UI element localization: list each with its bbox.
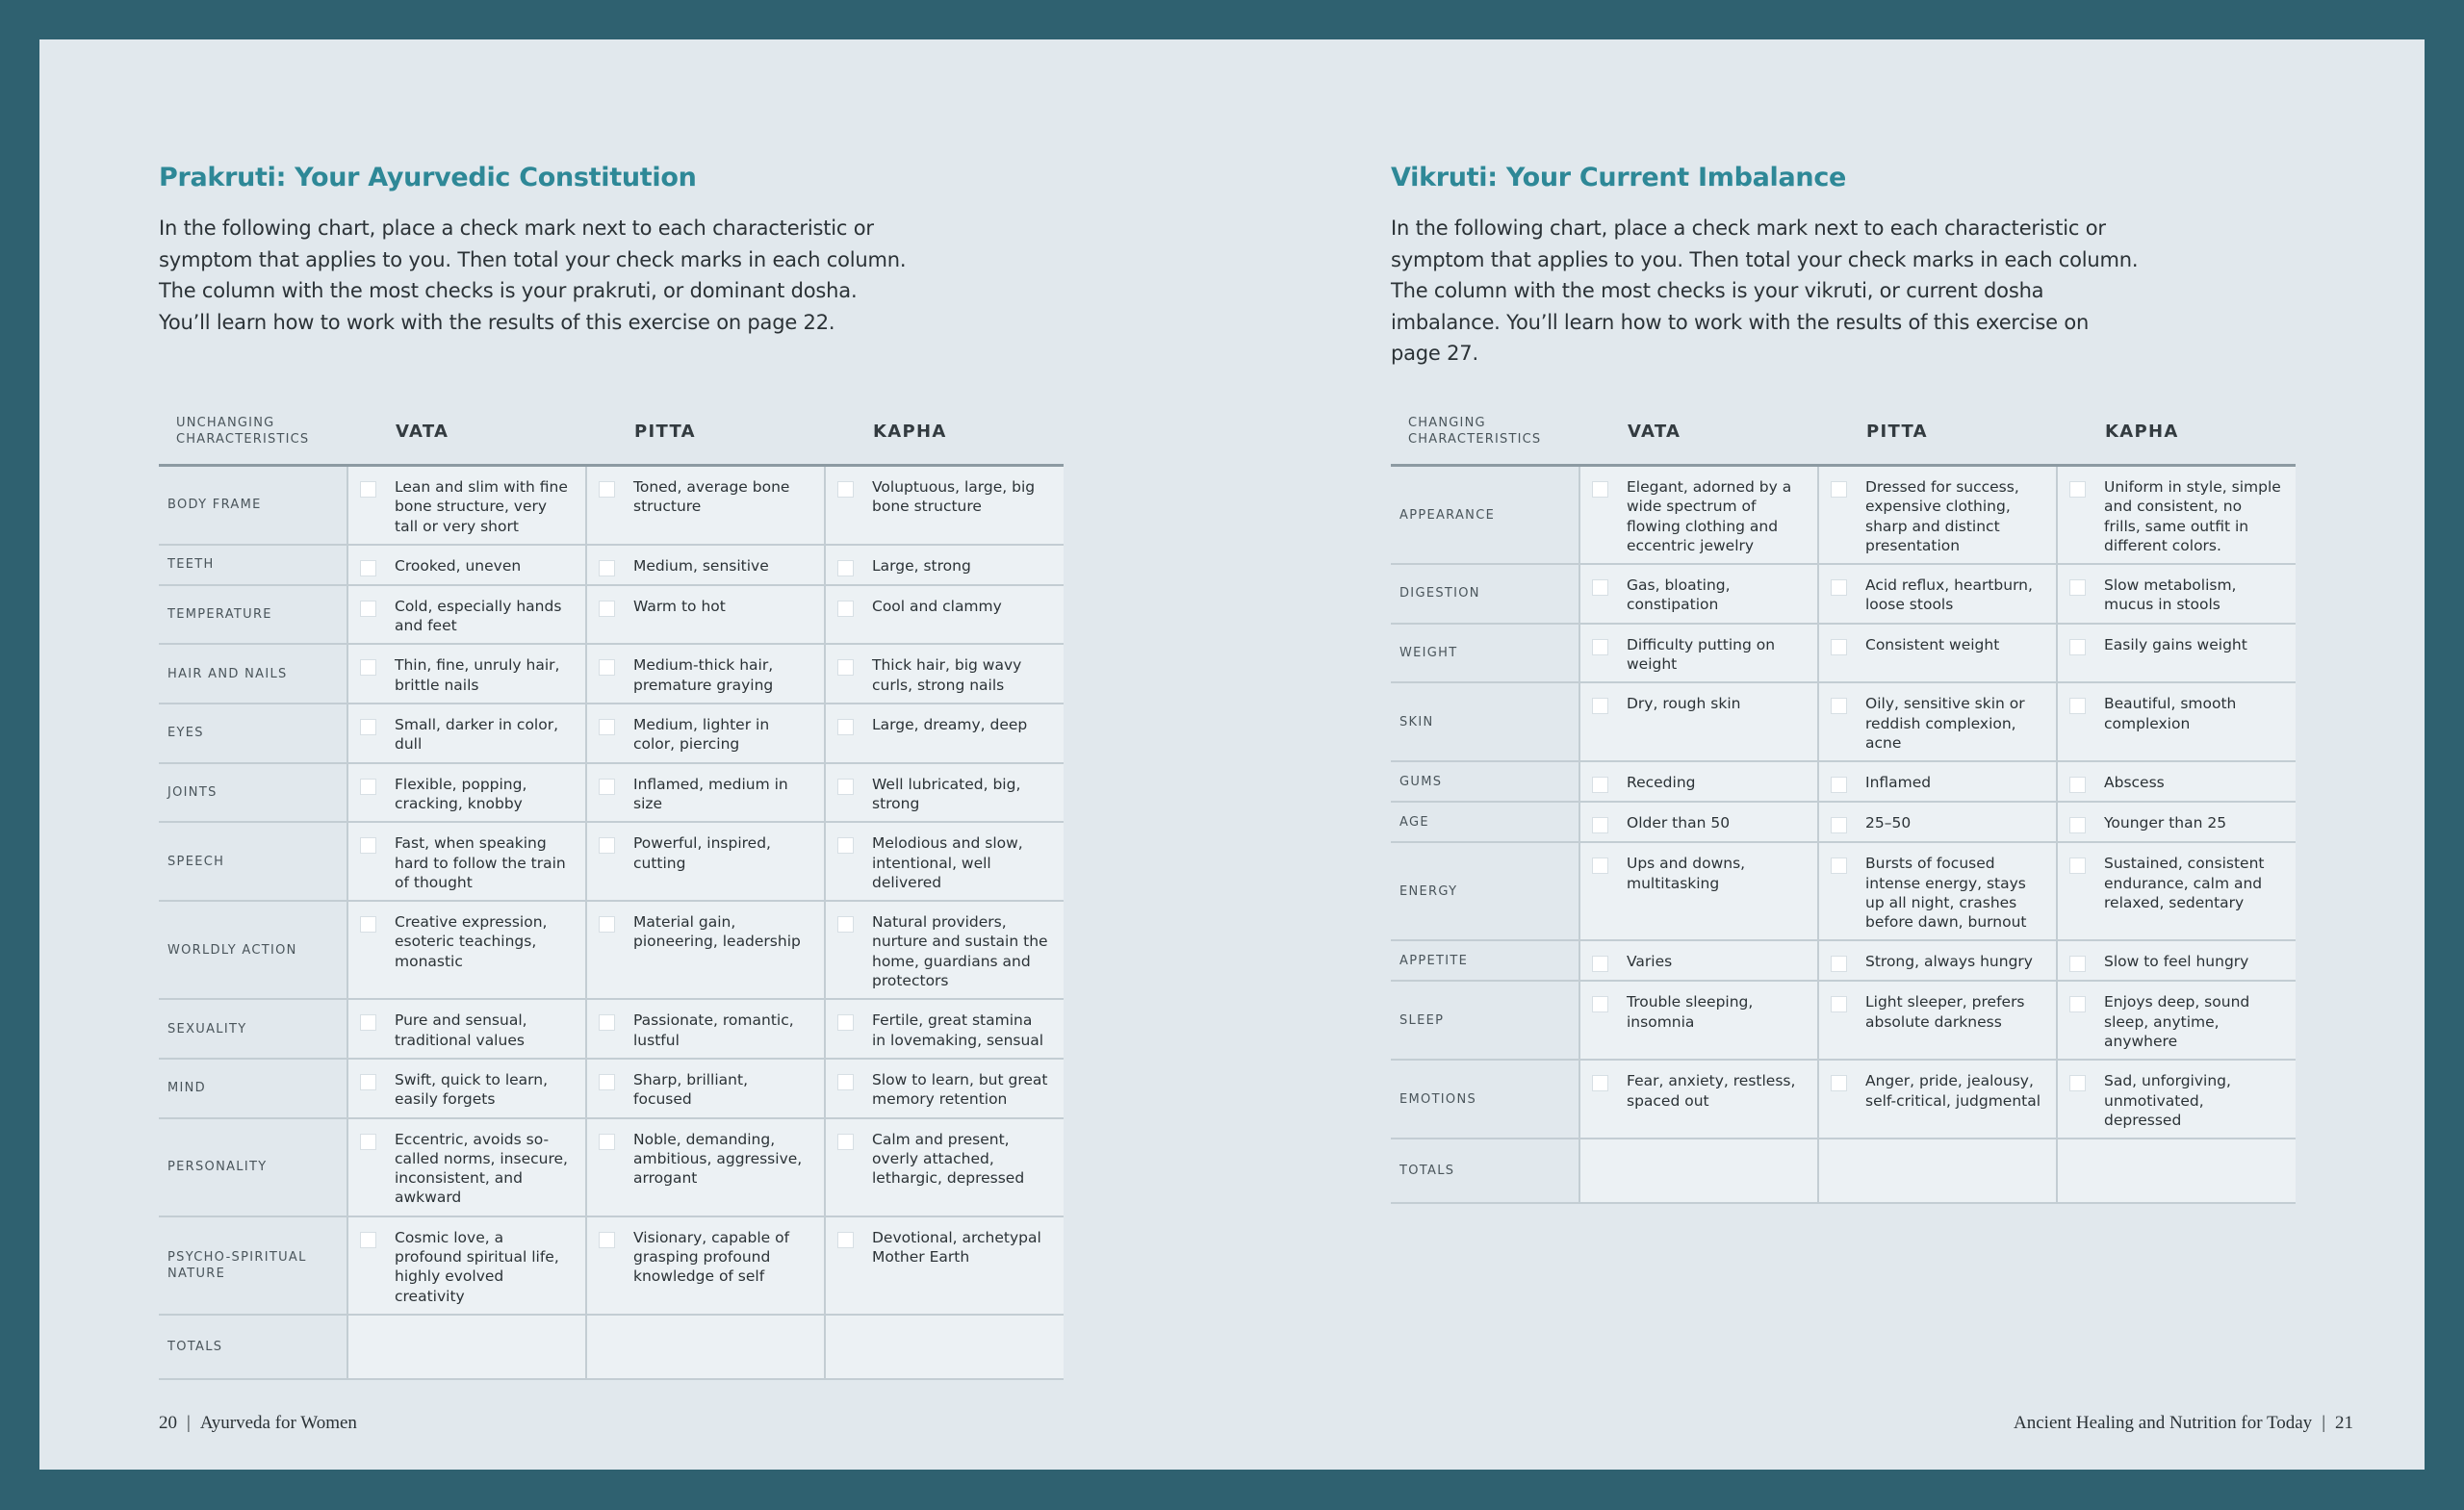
- checkbox[interactable]: [360, 481, 376, 498]
- vata-cell: [1579, 802, 1818, 842]
- pitta-total-field[interactable]: [586, 1315, 825, 1379]
- table-row: [1391, 466, 2296, 565]
- kapha-characteristic: Cool and clammy: [872, 597, 1002, 615]
- kapha-total-field[interactable]: [825, 1315, 1064, 1379]
- checkbox[interactable]: [1592, 956, 1608, 972]
- kapha-cell: [2057, 624, 2296, 683]
- kapha-cell: [2057, 1060, 2296, 1139]
- table-row: [159, 901, 1064, 999]
- row-label: SKIN: [1391, 682, 1579, 761]
- table-row: [159, 466, 1064, 545]
- pitta-characteristic: Acid reflux, heartburn, loose stools: [1865, 576, 2033, 614]
- kapha-characteristic: Voluptuous, large, big bone structure: [872, 478, 1036, 516]
- pitta-characteristic: Dressed for success, expensive clothing, sharp and distinct presentation: [1865, 478, 2019, 554]
- checkbox[interactable]: [360, 719, 376, 735]
- pitta-characteristic: Inflamed, medium in size: [633, 775, 788, 812]
- checkbox[interactable]: [1592, 857, 1608, 874]
- pitta-characteristic: Material gain, pioneering, leadership: [633, 913, 801, 951]
- checkbox[interactable]: [1592, 639, 1608, 655]
- header-vata: VATA: [1579, 398, 1818, 466]
- checkbox[interactable]: [1831, 956, 1847, 972]
- vata-characteristic: Receding: [1627, 774, 1696, 792]
- chart-header-row: [159, 398, 1064, 466]
- checkbox[interactable]: [599, 719, 615, 735]
- checkbox[interactable]: [1831, 698, 1847, 714]
- checkbox[interactable]: [1592, 698, 1608, 714]
- pitta-cell: [1818, 1060, 2057, 1139]
- checkbox[interactable]: [1831, 777, 1847, 793]
- vata-cell: [347, 1118, 586, 1216]
- header-vata: VATA: [347, 398, 586, 466]
- checkbox[interactable]: [360, 659, 376, 676]
- vata-characteristic: Crooked, uneven: [395, 556, 522, 575]
- row-label: SPEECH: [159, 822, 347, 901]
- kapha-characteristic: Easily gains weight: [2104, 635, 2247, 653]
- pitta-cell: [1818, 842, 2057, 940]
- pitta-cell: [586, 585, 825, 645]
- checkbox[interactable]: [360, 560, 376, 576]
- kapha-cell: [825, 999, 1064, 1059]
- table-row: [159, 763, 1064, 823]
- pitta-characteristic: Sharp, brilliant, focused: [633, 1070, 748, 1109]
- pitta-cell: [586, 1216, 825, 1315]
- checkbox[interactable]: [2069, 579, 2086, 596]
- checkbox[interactable]: [599, 837, 615, 854]
- kapha-characteristic: Slow to feel hungry: [2104, 953, 2249, 971]
- pitta-cell: [1818, 466, 2057, 565]
- checkbox[interactable]: [1592, 817, 1608, 833]
- row-label: JOINTS: [159, 763, 347, 823]
- right-page: [1391, 39, 2353, 1470]
- intro-paragraph: In the following chart, place a check mark next to each characteristic or symptom that applies to you. Then total your check marks in each column. The column with the most checks is your vikruti, or current dosha imbalance. You’ll learn how to work with the results of this exercise on page 27.: [1391, 217, 2139, 365]
- kapha-characteristic: Thick hair, big wavy curls, strong nails: [872, 656, 1022, 694]
- vata-characteristic: Fast, when speaking hard to follow the train of thought: [395, 834, 566, 891]
- pitta-characteristic: Medium-thick hair, premature graying: [633, 656, 774, 694]
- vata-cell: [347, 644, 586, 704]
- checkbox[interactable]: [360, 1232, 376, 1248]
- checkbox[interactable]: [1592, 996, 1608, 1012]
- checkbox[interactable]: [837, 837, 854, 854]
- checkbox[interactable]: [2069, 956, 2086, 972]
- vata-cell: [1579, 981, 1818, 1060]
- pitta-cell: [1818, 802, 2057, 842]
- row-label: ENERGY: [1391, 842, 1579, 940]
- pitta-cell: [586, 644, 825, 704]
- kapha-cell: [2057, 682, 2296, 761]
- pitta-cell: [1818, 564, 2057, 624]
- pitta-cell: [586, 763, 825, 823]
- header-kapha: KAPHA: [2057, 398, 2296, 466]
- pitta-characteristic: Toned, average bone structure: [633, 478, 790, 516]
- table-row: [159, 999, 1064, 1059]
- pitta-cell: [586, 1118, 825, 1216]
- vata-characteristic: Pure and sensual, traditional values: [395, 1011, 527, 1049]
- vata-characteristic: Fear, anxiety, restless, spaced out: [1627, 1072, 1796, 1110]
- checkbox[interactable]: [1592, 481, 1608, 498]
- checkbox[interactable]: [837, 601, 854, 617]
- vata-cell: [347, 466, 586, 545]
- pitta-cell: [1818, 981, 2057, 1060]
- vata-cell: [1579, 466, 1818, 565]
- kapha-cell: [825, 822, 1064, 901]
- vata-characteristic: Trouble sleeping, insomnia: [1627, 993, 1754, 1031]
- vata-characteristic: Cold, especially hands and feet: [395, 597, 562, 635]
- page-number: 20: [159, 1413, 177, 1433]
- kapha-cell: [2057, 564, 2296, 624]
- checkbox[interactable]: [1831, 579, 1847, 596]
- table-row: [159, 1059, 1064, 1118]
- row-label: EYES: [159, 704, 347, 763]
- kapha-cell: [2057, 842, 2296, 940]
- totals-label: TOTALS: [1391, 1139, 1579, 1203]
- table-row: [159, 644, 1064, 704]
- pitta-characteristic: Oily, sensitive skin or reddish complexion, acne: [1865, 695, 2025, 752]
- pitta-characteristic: Visionary, capable of grasping profound knowledge of self: [633, 1228, 790, 1286]
- pitta-cell: [1818, 940, 2057, 981]
- table-row: [159, 822, 1064, 901]
- left-page: [159, 39, 1102, 1470]
- table-row: [1391, 624, 2296, 683]
- kapha-cell: [825, 763, 1064, 823]
- row-label: EMOTIONS: [1391, 1060, 1579, 1139]
- checkbox[interactable]: [1831, 639, 1847, 655]
- row-label: MIND: [159, 1059, 347, 1118]
- table-row: [159, 1118, 1064, 1216]
- vata-characteristic: Small, darker in color, dull: [395, 716, 559, 754]
- row-label: SEXUALITY: [159, 999, 347, 1059]
- pitta-characteristic: Passionate, romantic, lustful: [633, 1011, 794, 1049]
- checkbox[interactable]: [1592, 777, 1608, 793]
- vata-cell: [347, 763, 586, 823]
- table-row: [159, 585, 1064, 645]
- pitta-cell: [586, 822, 825, 901]
- pitta-total-field[interactable]: [1818, 1139, 2057, 1203]
- table-row: [159, 1216, 1064, 1315]
- checkbox[interactable]: [1831, 996, 1847, 1012]
- checkbox[interactable]: [837, 1134, 854, 1150]
- pitta-cell: [586, 1059, 825, 1118]
- vata-characteristic: Cosmic love, a profound spiritual life, highly evolved creativity: [395, 1228, 559, 1305]
- row-label: GUMS: [1391, 761, 1579, 802]
- table-row: [1391, 564, 2296, 624]
- kapha-characteristic: Enjoys deep, sound sleep, anytime, anywhere: [2104, 993, 2250, 1051]
- checkbox[interactable]: [837, 659, 854, 676]
- checkbox[interactable]: [360, 1074, 376, 1090]
- row-label: HAIR AND NAILS: [159, 644, 347, 704]
- vata-cell: [1579, 761, 1818, 802]
- kapha-characteristic: Beautiful, smooth complexion: [2104, 695, 2237, 732]
- book-spread: [39, 39, 2425, 1470]
- checkbox[interactable]: [2069, 777, 2086, 793]
- vata-characteristic: Dry, rough skin: [1627, 695, 1741, 713]
- checkbox[interactable]: [599, 1014, 615, 1031]
- pitta-cell: [586, 999, 825, 1059]
- checkbox[interactable]: [2069, 1075, 2086, 1091]
- kapha-cell: [825, 901, 1064, 999]
- table-row: [159, 704, 1064, 763]
- checkbox[interactable]: [837, 719, 854, 735]
- kapha-cell: [825, 704, 1064, 763]
- pitta-characteristic: Light sleeper, prefers absolute darkness: [1865, 993, 2025, 1031]
- book-title: Ancient Healing and Nutrition for Today: [2014, 1413, 2313, 1433]
- pitta-characteristic: Bursts of focused intense energy, stays up all night, crashes before dawn, burnout: [1865, 855, 2027, 932]
- checkbox[interactable]: [837, 1232, 854, 1248]
- row-label: PERSONALITY: [159, 1118, 347, 1216]
- kapha-characteristic: Natural providers, nurture and sustain the home, guardians and protectors: [872, 913, 1048, 990]
- vata-characteristic: Elegant, adorned by a wide spectrum of flowing clothing and eccentric jewelry: [1627, 478, 1792, 554]
- kapha-characteristic: Sad, unforgiving, unmotivated, depressed: [2104, 1072, 2231, 1129]
- checkbox[interactable]: [2069, 698, 2086, 714]
- checkbox[interactable]: [599, 481, 615, 498]
- kapha-cell: [825, 644, 1064, 704]
- page-footer: Ancient Healing and Nutrition for Today | 21: [2014, 1413, 2353, 1433]
- kapha-characteristic: Sustained, consistent endurance, calm and relaxed, sedentary: [2104, 855, 2265, 911]
- pitta-characteristic: Medium, lighter in color, piercing: [633, 716, 770, 754]
- table-row: [1391, 1060, 2296, 1139]
- checkbox[interactable]: [360, 779, 376, 795]
- vata-characteristic: Flexible, popping, cracking, knobby: [395, 775, 527, 812]
- checkbox[interactable]: [837, 1074, 854, 1090]
- checkbox[interactable]: [2069, 996, 2086, 1012]
- row-label: BODY FRAME: [159, 466, 347, 545]
- pitta-cell: [1818, 761, 2057, 802]
- pitta-characteristic: Powerful, inspired, cutting: [633, 834, 771, 872]
- pitta-cell: [1818, 624, 2057, 683]
- pitta-cell: [586, 704, 825, 763]
- table-row: [1391, 682, 2296, 761]
- kapha-cell: [2057, 981, 2296, 1060]
- kapha-cell: [825, 1059, 1064, 1118]
- kapha-characteristic: Uniform in style, simple and consistent, no frills, same outfit in different colors.: [2104, 478, 2281, 554]
- checkbox[interactable]: [2069, 639, 2086, 655]
- kapha-characteristic: Well lubricated, big, strong: [872, 775, 1021, 812]
- book-title: Ayurveda for Women: [199, 1413, 357, 1433]
- kapha-cell: [825, 1216, 1064, 1315]
- pitta-characteristic: Anger, pride, jealousy, self-critical, judgmental: [1865, 1072, 2041, 1110]
- checkbox[interactable]: [599, 560, 615, 576]
- vata-total-field[interactable]: [347, 1315, 586, 1379]
- vikruti-chart: [1391, 398, 2296, 1204]
- table-row: [159, 545, 1064, 585]
- checkbox[interactable]: [1592, 1075, 1608, 1091]
- vata-total-field[interactable]: [1579, 1139, 1818, 1203]
- vata-cell: [1579, 682, 1818, 761]
- table-row: [1391, 940, 2296, 981]
- page-title: Vikruti: Your Current Imbalance: [1391, 163, 1847, 192]
- kapha-total-field[interactable]: [2057, 1139, 2296, 1203]
- pitta-cell: [586, 545, 825, 585]
- row-label: APPEARANCE: [1391, 466, 1579, 565]
- vata-cell: [347, 545, 586, 585]
- vata-characteristic: Older than 50: [1627, 814, 1731, 832]
- pitta-cell: [1818, 682, 2057, 761]
- checkbox[interactable]: [1831, 857, 1847, 874]
- vata-cell: [347, 704, 586, 763]
- table-row: [1391, 761, 2296, 802]
- checkbox[interactable]: [1831, 1075, 1847, 1091]
- checkbox[interactable]: [837, 916, 854, 933]
- table-row: [1391, 842, 2296, 940]
- kapha-cell: [825, 466, 1064, 545]
- checkbox[interactable]: [2069, 481, 2086, 498]
- checkbox[interactable]: [599, 1134, 615, 1150]
- vata-cell: [1579, 1060, 1818, 1139]
- totals-row: [159, 1315, 1064, 1379]
- totals-label: TOTALS: [159, 1315, 347, 1379]
- pitta-characteristic: Inflamed: [1865, 774, 1932, 792]
- row-label: PSYCHO-SPIRITUAL NATURE: [159, 1216, 347, 1315]
- vata-characteristic: Ups and downs, multitasking: [1627, 855, 1746, 892]
- vata-cell: [347, 1059, 586, 1118]
- checkbox[interactable]: [2069, 857, 2086, 874]
- vata-characteristic: Thin, fine, unruly hair, brittle nails: [395, 656, 560, 694]
- checkbox[interactable]: [599, 916, 615, 933]
- checkbox[interactable]: [1831, 481, 1847, 498]
- kapha-cell: [2057, 802, 2296, 842]
- checkbox[interactable]: [837, 779, 854, 795]
- checkbox[interactable]: [599, 779, 615, 795]
- kapha-cell: [825, 1118, 1064, 1216]
- kapha-characteristic: Slow to learn, but great memory retention: [872, 1070, 1048, 1109]
- table-row: [1391, 981, 2296, 1060]
- row-label: DIGESTION: [1391, 564, 1579, 624]
- row-label: APPETITE: [1391, 940, 1579, 981]
- checkbox[interactable]: [1831, 817, 1847, 833]
- kapha-characteristic: Fertile, great stamina in lovemaking, sensual: [872, 1011, 1044, 1049]
- vata-characteristic: Creative expression, esoteric teachings, monastic: [395, 913, 548, 970]
- page-footer: 20 | Ayurveda for Women: [159, 1413, 357, 1433]
- kapha-cell: [2057, 761, 2296, 802]
- checkbox[interactable]: [837, 481, 854, 498]
- checkbox[interactable]: [360, 916, 376, 933]
- vata-cell: [1579, 940, 1818, 981]
- kapha-characteristic: Large, strong: [872, 556, 971, 575]
- row-label: SLEEP: [1391, 981, 1579, 1060]
- vata-characteristic: Difficulty putting on weight: [1627, 635, 1776, 674]
- checkbox[interactable]: [599, 659, 615, 676]
- kapha-characteristic: Devotional, archetypal Mother Earth: [872, 1228, 1041, 1267]
- kapha-cell: [2057, 940, 2296, 981]
- page-number: 21: [2335, 1413, 2353, 1433]
- vata-cell: [347, 1216, 586, 1315]
- header-pitta: PITTA: [1818, 398, 2057, 466]
- checkbox[interactable]: [599, 1232, 615, 1248]
- checkbox[interactable]: [360, 1134, 376, 1150]
- checkbox[interactable]: [360, 601, 376, 617]
- row-label: AGE: [1391, 802, 1579, 842]
- chart-header-row: [1391, 398, 2296, 466]
- pitta-cell: [586, 901, 825, 999]
- vata-cell: [1579, 842, 1818, 940]
- pitta-cell: [586, 466, 825, 545]
- checkbox[interactable]: [837, 560, 854, 576]
- row-label: WEIGHT: [1391, 624, 1579, 683]
- kapha-characteristic: Large, dreamy, deep: [872, 716, 1028, 734]
- totals-row: [1391, 1139, 2296, 1203]
- pitta-characteristic: 25–50: [1865, 814, 1912, 832]
- vata-cell: [347, 585, 586, 645]
- checkbox[interactable]: [360, 837, 376, 854]
- vata-characteristic: Swift, quick to learn, easily forgets: [395, 1070, 549, 1109]
- checkbox[interactable]: [1592, 579, 1608, 596]
- table-row: [1391, 802, 2296, 842]
- vata-cell: [347, 901, 586, 999]
- pitta-characteristic: Medium, sensitive: [633, 556, 769, 575]
- kapha-cell: [2057, 466, 2296, 565]
- header-characteristics: UNCHANGING CHARACTERISTICS: [159, 398, 347, 466]
- kapha-cell: [825, 545, 1064, 585]
- pitta-characteristic: Consistent weight: [1865, 635, 2000, 653]
- pitta-characteristic: Warm to hot: [633, 597, 726, 615]
- kapha-characteristic: Calm and present, overly attached, lethargic, depressed: [872, 1130, 1025, 1188]
- prakruti-chart: [159, 398, 1064, 1380]
- pitta-characteristic: Noble, demanding, ambitious, aggressive, arrogant: [633, 1130, 803, 1188]
- row-label: WORLDLY ACTION: [159, 901, 347, 999]
- header-kapha: KAPHA: [825, 398, 1064, 466]
- checkbox[interactable]: [599, 601, 615, 617]
- pitta-characteristic: Strong, always hungry: [1865, 953, 2033, 971]
- kapha-characteristic: Melodious and slow, intentional, well delivered: [872, 834, 1023, 891]
- vata-characteristic: Varies: [1627, 953, 1673, 971]
- checkbox[interactable]: [2069, 817, 2086, 833]
- vata-characteristic: Eccentric, avoids so-called norms, insecure, inconsistent, and awkward: [395, 1130, 568, 1207]
- checkbox[interactable]: [599, 1074, 615, 1090]
- checkbox[interactable]: [360, 1014, 376, 1031]
- kapha-characteristic: Younger than 25: [2104, 814, 2227, 832]
- page-title: Prakruti: Your Ayurvedic Constitution: [159, 163, 697, 192]
- checkbox[interactable]: [837, 1014, 854, 1031]
- vata-cell: [1579, 624, 1818, 683]
- kapha-cell: [825, 585, 1064, 645]
- intro-paragraph: In the following chart, place a check mark next to each characteristic or symptom that applies to you. Then total your check marks in each column. The column with the most checks is your prakruti, or dominant dosha. You’ll learn how to work with the results of this exercise on page 22.: [159, 217, 907, 334]
- vata-cell: [347, 822, 586, 901]
- vata-characteristic: Gas, bloating, constipation: [1627, 576, 1731, 614]
- row-label: TEMPERATURE: [159, 585, 347, 645]
- row-label: TEETH: [159, 545, 347, 585]
- vata-cell: [347, 999, 586, 1059]
- vata-cell: [1579, 564, 1818, 624]
- vata-characteristic: Lean and slim with fine bone structure, very tall or very short: [395, 478, 568, 535]
- kapha-characteristic: Slow metabolism, mucus in stools: [2104, 576, 2237, 614]
- header-pitta: PITTA: [586, 398, 825, 466]
- header-characteristics: CHANGING CHARACTERISTICS: [1391, 398, 1579, 466]
- kapha-characteristic: Abscess: [2104, 774, 2165, 792]
